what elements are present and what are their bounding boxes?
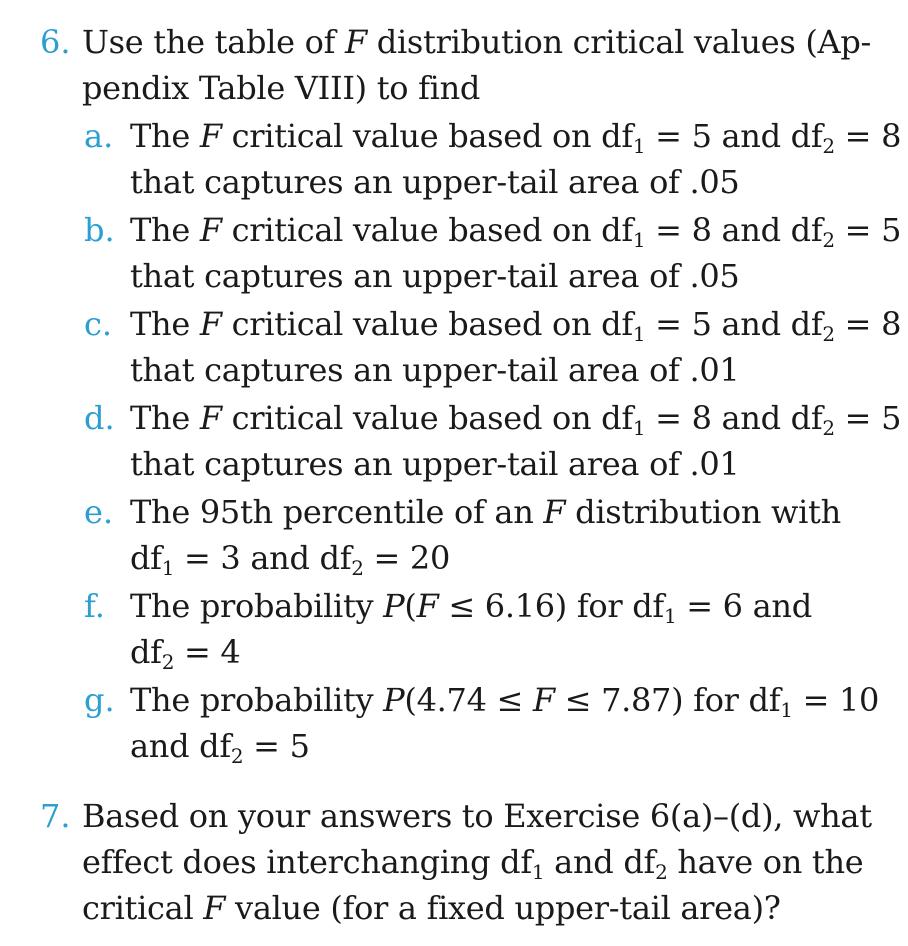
- exercise-text: effect does interchanging $df_1$ and $df_2$ have on the: [82, 843, 864, 884]
- item-text: The probability P(4.74 ≤ F ≤ 7.87) for $df_1 = 10$: [130, 681, 880, 722]
- item-text: that captures an upper-tail area of .05: [130, 163, 740, 201]
- item-text: that captures an upper-tail area of .01: [130, 445, 740, 483]
- item-label: g.: [84, 681, 115, 719]
- item-text: $df_1 = 3$ and $df_2 = 20$: [130, 539, 451, 580]
- item-label: e.: [84, 493, 114, 531]
- item-text: that captures an upper-tail area of .01: [130, 351, 740, 389]
- item-label: c.: [84, 305, 113, 343]
- item-label: d.: [84, 399, 115, 437]
- item-text: The probability P(F ≤ 6.16) for $df_1 = 6$ and: [130, 587, 812, 628]
- item-text: The F critical value based on $df_1 = 8$ and $df_2 = 5$: [130, 211, 902, 252]
- item-label: b.: [84, 211, 115, 249]
- item-text: that captures an upper-tail area of .05: [130, 257, 740, 295]
- exercise-number: 7.: [40, 797, 71, 835]
- item-text: The F critical value based on $df_1 = 5$ and $df_2 = 8$: [130, 305, 902, 346]
- item-text: The F critical value based on $df_1 = 8$ and $df_2 = 5$: [130, 399, 902, 440]
- exercise-number: 6.: [40, 23, 71, 61]
- item-text: The F critical value based on $df_1 = 5$ and $df_2 = 8$: [130, 117, 902, 158]
- exercise-text: Based on your answers to Exercise 6(a)–(d), what: [82, 797, 872, 835]
- item-text: The 95th percentile of an F distribution with: [130, 493, 841, 531]
- exercise-text: pendix Table VIII) to find: [82, 69, 481, 107]
- item-text: $df_2 = 4$: [130, 633, 241, 674]
- item-label: a.: [84, 117, 114, 155]
- exercise-text: critical F value (for a fixed upper-tail area)?: [82, 889, 781, 927]
- exercise-text: Use the table of F distribution critical values (Ap-: [82, 23, 872, 61]
- item-text: and $df_2 = 5$: [130, 727, 310, 768]
- item-label: f.: [84, 587, 105, 625]
